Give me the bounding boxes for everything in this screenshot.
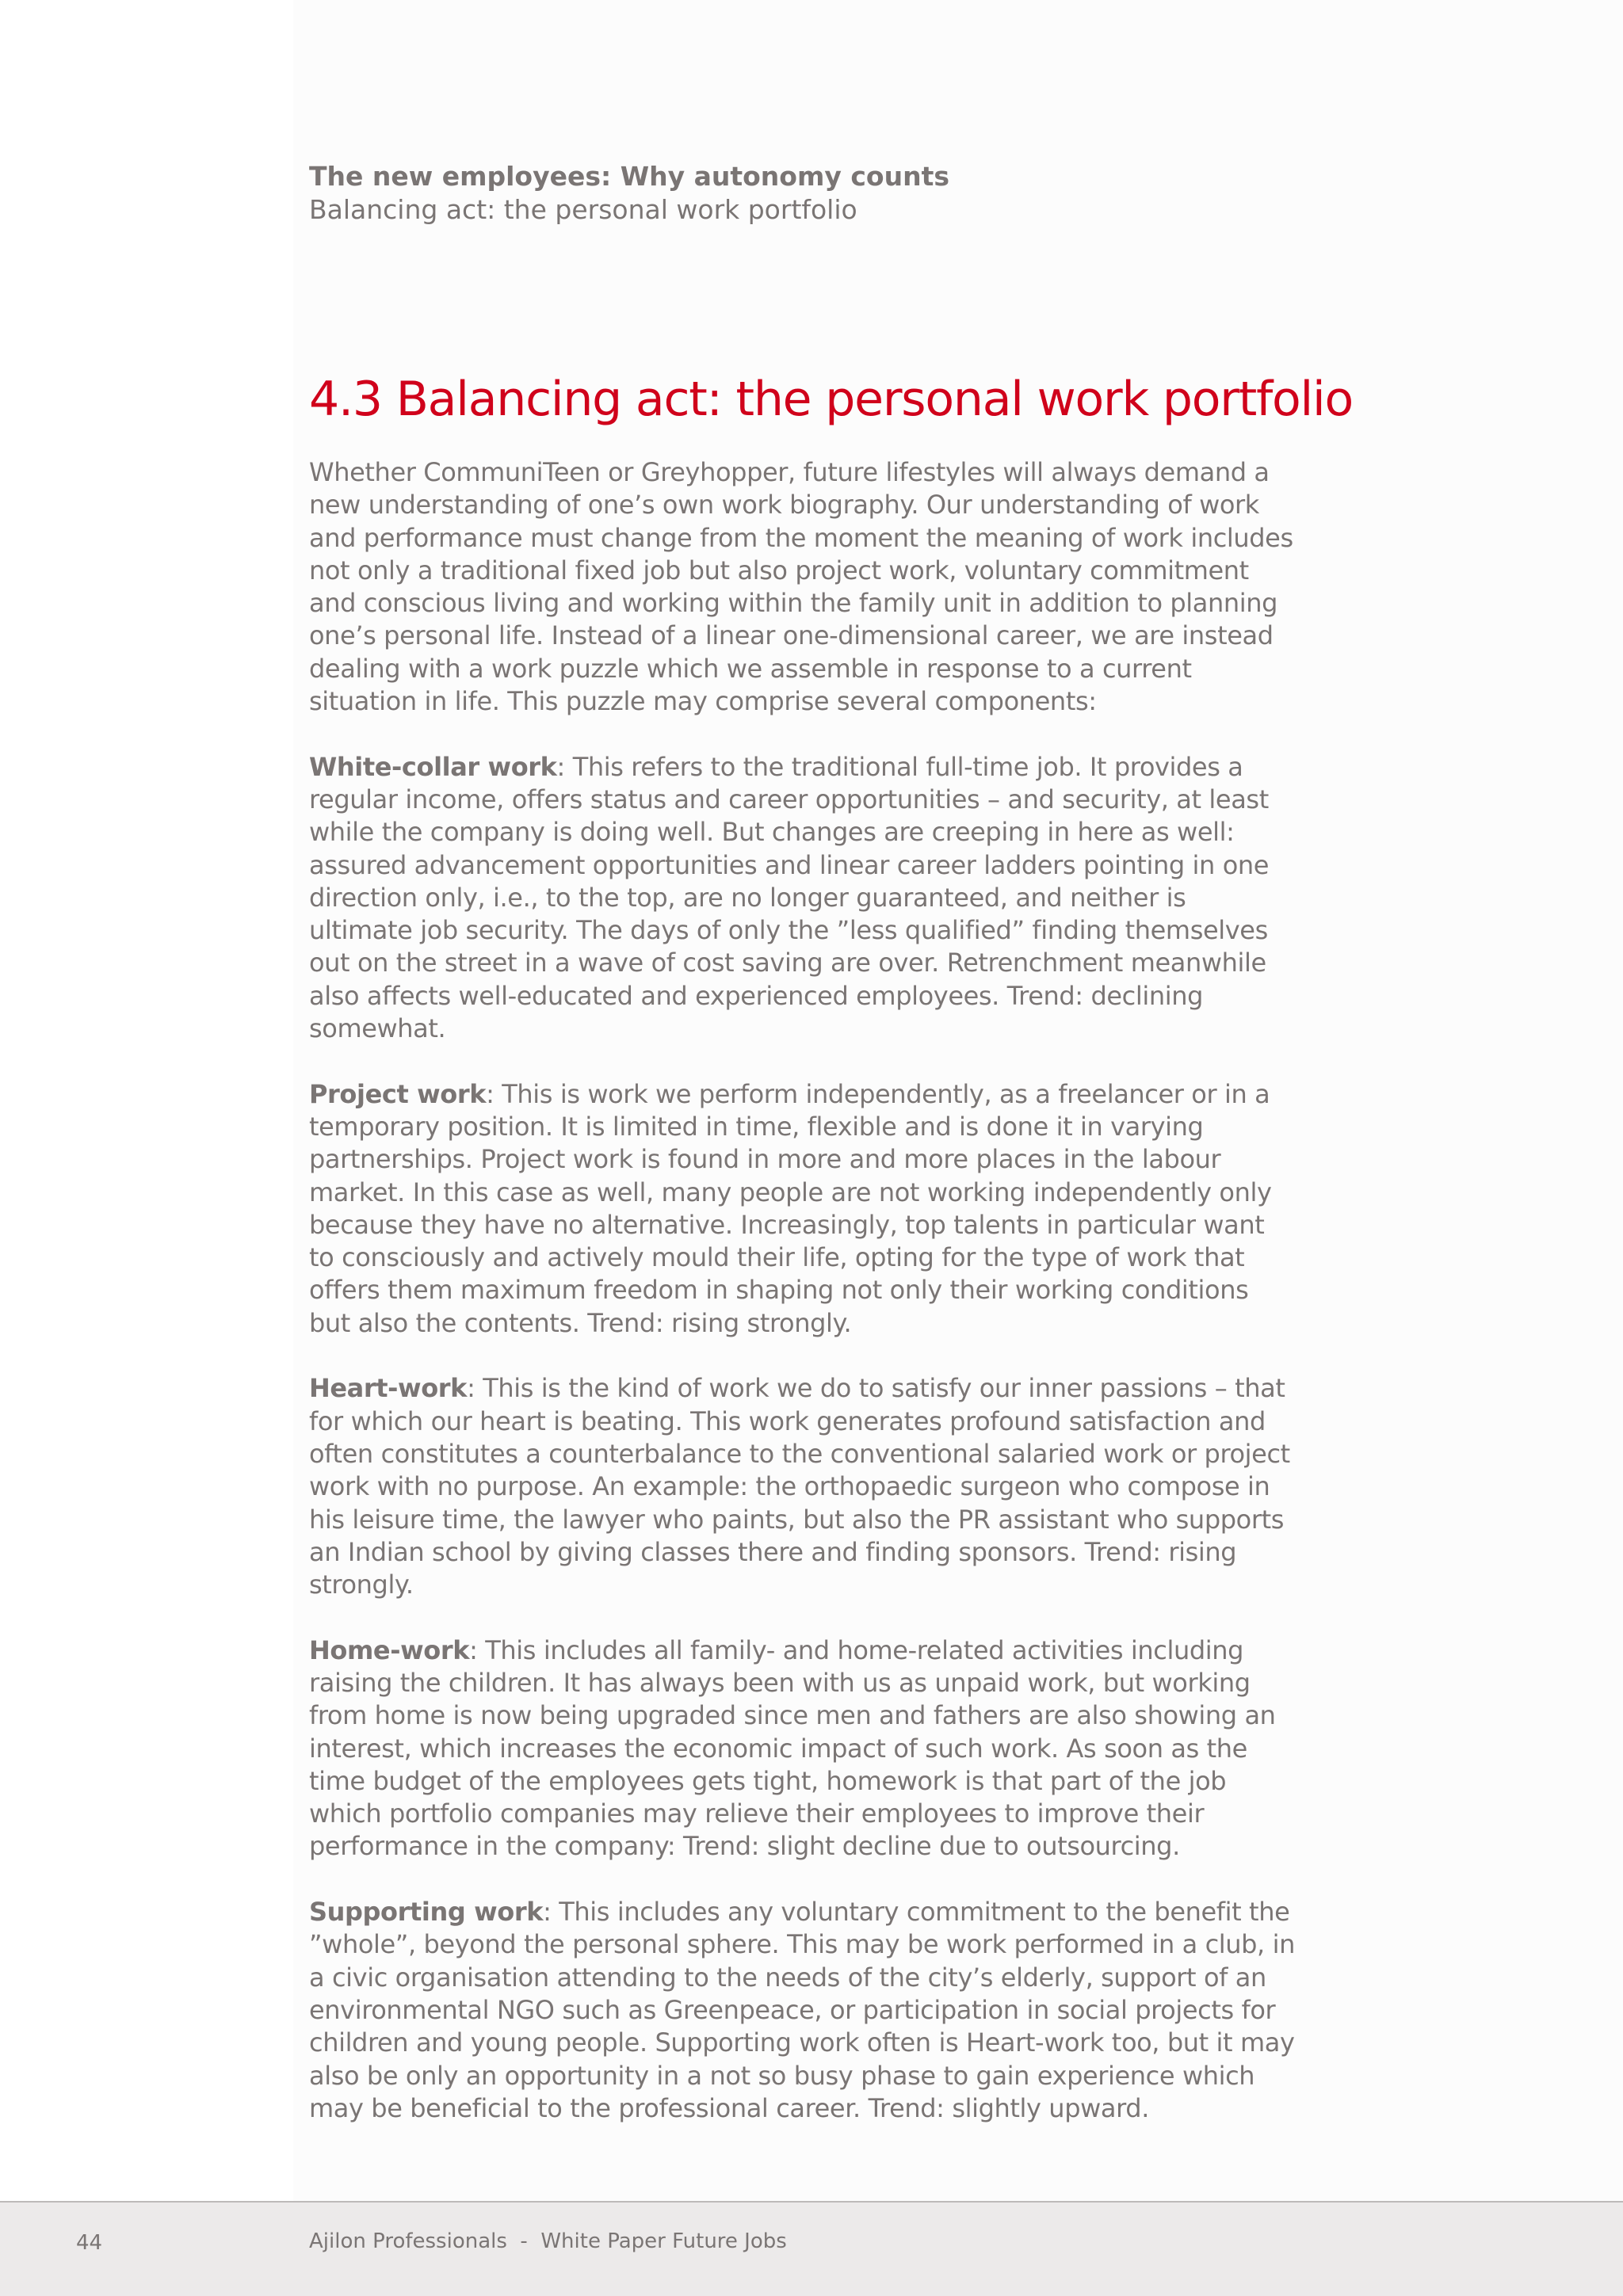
running-header-subsection: Balancing act: the personal work portfolio [309,194,857,225]
chapter-title: 4.3 Balancing act: the personal work portfolio [309,372,1353,427]
running-header [309,160,1339,227]
definition-home-work: : This includes all family- and home-related activities including raising the children. It has always been with us as unpaid work, but working from home is now being upgraded since men and fathers are also showing an interest, which increases the economic impact of such work. As soon as the time budget of the employees gets tight, homework is that part of the job which portfolio companies may relieve their employees to improve their performance in the company: Trend: slight decline due to outsourcing. [309,1634,1276,1862]
running-header-section: The new employees: Why autonomy counts [309,161,949,192]
paragraph-supporting-work [309,1896,1296,2125]
page-number: 44 [76,2231,103,2255]
footer-publication-title: Ajilon Professionals - White Paper Future Jobs [309,2229,787,2253]
definition-project-work: : This is work we perform independently, as a freelancer or in a temporary position. It is limited in time, flexible and is done it in varying partnerships. Project work is found in more and more places in the labour market. In this case as well, many people are not working independently only because they have no alternative. Increasingly, top talents in particular want to consciously and actively mould their life, opting for the type of work that offers them maximum freedom in shaping not only their working conditions but also the contents. Trend: rising strongly. [309,1078,1272,1338]
paragraph-project-work [309,1078,1296,1340]
term-heart-work: Heart-work [309,1373,468,1404]
paragraph-white-collar-work [309,751,1296,1046]
term-white-collar-work: White-collar work [309,751,557,782]
definition-heart-work: : This is the kind of work we do to satisfy our inner passions – that for which our heart is beating. This work generates profound satisfaction and often constitutes a counterbalance to the conventional salaried work or project work with no purpose. An example: the orthopaedic surgeon who compose in his leisure time, the lawyer who paints, but also the PR assistant who supports an Indian school by giving classes there and finding sponsors. Trend: rising strongly. [309,1373,1290,1600]
term-project-work: Project work [309,1078,487,1109]
body-text [309,456,1296,2157]
intro-paragraph: Whether CommuniTeen or Greyhopper, future lifestyles will always demand a new understanding of one’s own work biography. Our understanding of work and performance must change from the moment the meaning of work includes not only a traditional fixed job but also project work, voluntary commitment and conscious living and working within the family unit in addition to planning one’s personal life. Instead of a linear one-dimensional career, we are instead dealing with a work puzzle which we assemble in response to a current situation in life. This puzzle may comprise several components: [309,457,1293,717]
definition-white-collar-work: : This refers to the traditional full-time job. It provides a regular income, offers status and career opportunities – and security, at least while the company is doing well. But changes are creeping in here as well: assured advancement opportunities and linear career ladders pointing in one direction only, i.e., to the top, are no longer guaranteed, and neither is ultimate job security. The days of only the ”less qualified” finding themselves out on the street in a wave of cost saving are over. Retrenchment meanwhile also affects well-educated and experienced employees. Trend: declining somewhat. [309,751,1270,1044]
page-footer [0,2201,1623,2296]
term-supporting-work: Supporting work [309,1897,544,1928]
paragraph-heart-work [309,1372,1296,1601]
paragraph-home-work [309,1634,1296,1863]
definition-supporting-work: : This includes any voluntary commitment to the benefit the ”whole”, beyond the personal sphere. This may be work performed in a club, in a civic organisation attending to the needs of the city’s elderly, support of an environmental NGO such as Greenpeace, or participation in social projects for children and young people. Supporting work often is Heart-work too, but it may also be only an opportunity in a not so busy phase to gain experience which may be beneficial to the professional career. Trend: slightly upward. [309,1897,1295,2123]
term-home-work: Home-work [309,1634,470,1665]
